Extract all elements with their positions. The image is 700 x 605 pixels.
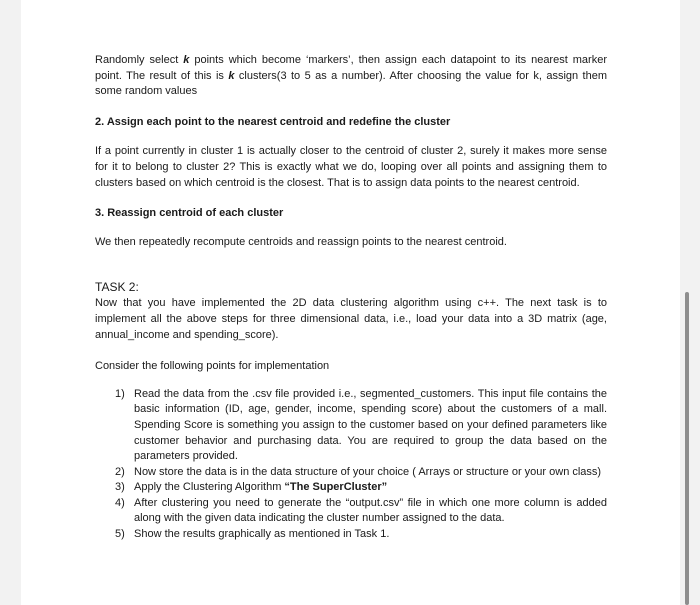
document-page bbox=[21, 0, 680, 605]
intro-text-b: points which become ‘markers’, then assign each datapoint to its nearest marker point. The result of this is bbox=[95, 54, 607, 82]
task-2-title: TASK 2: bbox=[95, 280, 139, 295]
list-item bbox=[95, 465, 607, 481]
consider-text: Consider the following points for implementation bbox=[95, 360, 330, 373]
intro-text-a: Randomly select bbox=[95, 54, 184, 66]
step-number: 4) bbox=[115, 496, 125, 509]
algorithm-name: “The SuperCluster” bbox=[284, 481, 388, 494]
step-text bbox=[134, 480, 607, 496]
intro-text-c: clusters(3 to 5 as a number). After choosing the value for k, assign them some random values bbox=[95, 69, 607, 98]
step-number: 5) bbox=[115, 528, 125, 541]
k-variable: k bbox=[228, 69, 235, 82]
vertical-scrollbar-thumb[interactable] bbox=[685, 292, 689, 605]
step-number: 2) bbox=[115, 465, 125, 478]
list-item bbox=[95, 480, 607, 496]
step-number: 1) bbox=[115, 387, 125, 400]
step-text: Read the data from the .csv file provided i.e., segmented_customers. This input file contains the basic information (ID, age, gender, income, spending score) about the customers of a mall. Spending Score is something you assign to the customer based on your defined parameters like customer behavior and purchasing data. You are required to group the data based on the parameters provided. bbox=[134, 387, 607, 463]
section-3-body: We then repeatedly recompute centroids and reassign points to the nearest centroid. bbox=[95, 235, 507, 248]
list-item bbox=[95, 527, 607, 543]
step-text: After clustering you need to generate the “output.csv” file in which one more column is added along with the given data indicating the cluster number assigned to the data. bbox=[134, 496, 607, 525]
k-variable: k bbox=[183, 54, 190, 66]
list-item bbox=[95, 496, 607, 527]
step-text: Show the results graphically as mentioned in Task 1. bbox=[134, 528, 390, 541]
step-text-plain: Apply the Clustering Algorithm bbox=[134, 481, 285, 494]
section-2-body: If a point currently in cluster 1 is actually closer to the centroid of cluster 2, surely it makes more sense for it to belong to cluster 2? This is exactly what we do, looping over all points and assigning them to clusters based on which centroid is the closest. That is to assign data points to the nearest centroid. bbox=[95, 145, 607, 189]
task-2-body: Now that you have implemented the 2D data clustering algorithm using c++. The next task is to implement all the above steps for three dimensional data, i.e., load your data into a 3D matrix (age, annual_income and spending_score). bbox=[95, 297, 607, 341]
step-number: 3) bbox=[115, 481, 125, 494]
step-text: Now store the data is in the data structure of your choice ( Arrays or structure or your own class) bbox=[134, 465, 602, 478]
document-content bbox=[95, 53, 607, 543]
intro-paragraph bbox=[95, 53, 607, 100]
list-item bbox=[95, 387, 607, 465]
section-2-heading: 2. Assign each point to the nearest centroid and redefine the cluster bbox=[95, 115, 451, 128]
section-3-heading: 3. Reassign centroid of each cluster bbox=[95, 207, 284, 220]
implementation-steps-list bbox=[95, 387, 607, 543]
